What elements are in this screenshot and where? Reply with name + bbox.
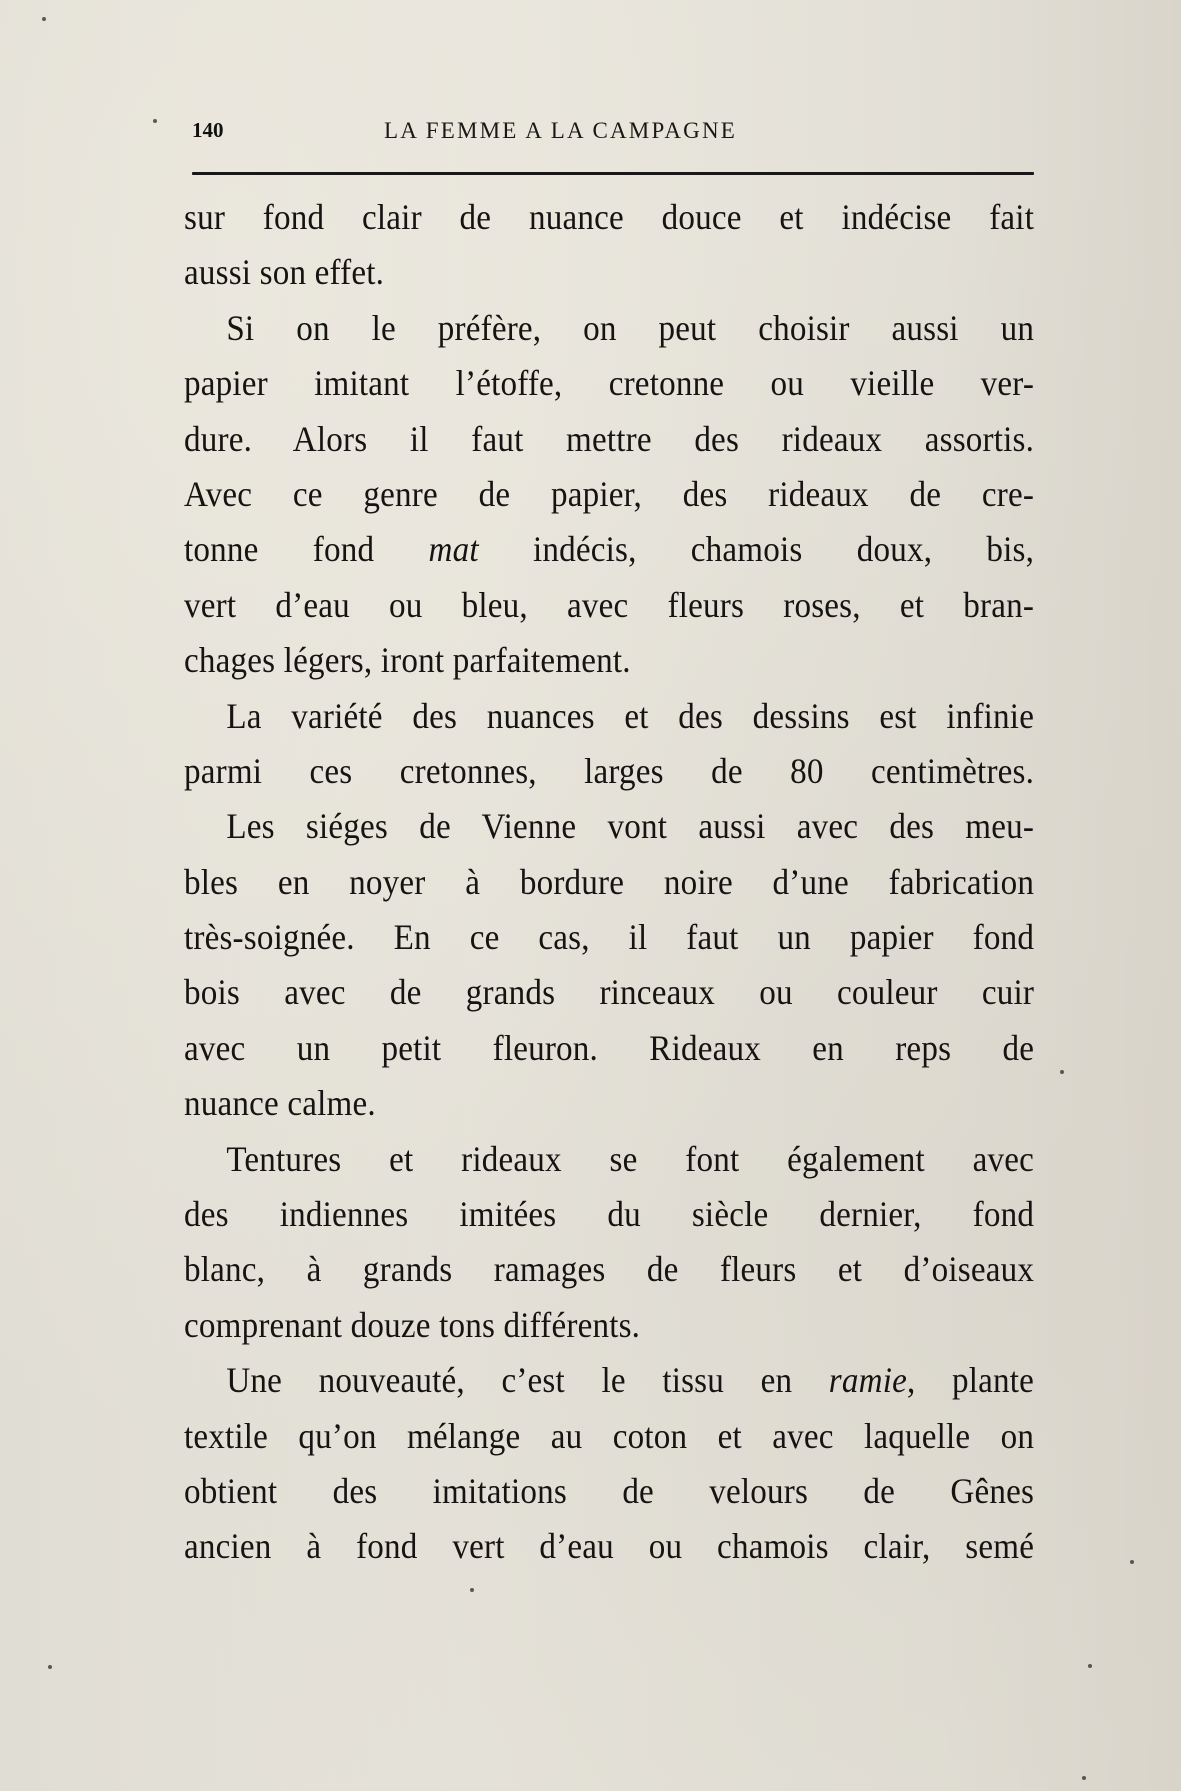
italic-word: mat [428, 529, 479, 570]
text-run: , plante [906, 1360, 1035, 1401]
text-line: La variété des nuances et des dessins est infinie [226, 695, 1035, 736]
text-line: Tentures et rideaux se font également avec [226, 1138, 1035, 1179]
text-line: dure. Alors il faut mettre des rideaux assortis. [184, 418, 1035, 459]
paper-speck [1130, 1560, 1134, 1564]
text-line: blanc, à grands ramages de fleurs et d’oiseaux [184, 1249, 1035, 1290]
text-line: vert d’eau ou bleu, avec fleurs roses, et bran- [184, 584, 1035, 625]
text-line [184, 522, 1034, 577]
text-line: Les siéges de Vienne vont aussi avec des meu- [226, 806, 1035, 847]
text-line: des indiennes imitées du siècle dernier, fond [184, 1194, 1035, 1235]
text-line: bles en noyer à bordure noire d’une fabrication [184, 861, 1035, 902]
text-line: nuance calme. [184, 1083, 376, 1124]
text-line: très-soignée. En ce cas, il faut un papier fond [184, 917, 1035, 958]
text-line [184, 1353, 1034, 1408]
running-header [190, 112, 1035, 152]
text-run: tonne fond [184, 529, 429, 570]
running-title: LA FEMME A LA CAMPAGNE [384, 118, 738, 143]
text-line: sur fond clair de nuance douce et indécise fait [184, 197, 1035, 237]
text-line: bois avec de grands rinceaux ou couleur cuir [184, 972, 1035, 1013]
paper-speck [42, 17, 46, 21]
text-run: indécis, chamois doux, bis, [478, 529, 1035, 570]
paper-speck [153, 119, 157, 123]
text-line: textile qu’on mélange au coton et avec laquelle on [184, 1415, 1035, 1456]
paper-speck [1088, 1664, 1092, 1668]
text-line: ancien à fond vert d’eau ou chamois clair, semé [184, 1526, 1035, 1567]
body-text [184, 190, 1034, 1575]
paper-speck [48, 1665, 52, 1669]
text-line: aussi son effet. [184, 252, 385, 293]
text-line: comprenant douze tons différents. [184, 1304, 641, 1345]
paper-speck [470, 1588, 474, 1592]
text-line: parmi ces cretonnes, larges de 80 centimètres. [184, 750, 1035, 791]
text-line: Avec ce genre de papier, des rideaux de cre- [184, 473, 1035, 514]
text-line: papier imitant l’étoffe, cretonne ou vieille ver- [184, 363, 1035, 404]
header-rule [192, 172, 1034, 175]
italic-word: ramie [828, 1360, 907, 1401]
paper-speck [1082, 1776, 1086, 1780]
text-line: avec un petit fleuron. Rideaux en reps de [184, 1027, 1035, 1068]
text-run: Une nouveauté, c’est le tissu en [226, 1360, 829, 1401]
page-number: 140 [192, 118, 224, 142]
text-line: chages légers, iront parfaitement. [184, 640, 631, 681]
text-line: Si on le préfère, on peut choisir aussi un [226, 307, 1035, 348]
text-line: obtient des imitations de velours de Gênes [184, 1470, 1035, 1511]
paper-speck [1060, 1070, 1064, 1074]
